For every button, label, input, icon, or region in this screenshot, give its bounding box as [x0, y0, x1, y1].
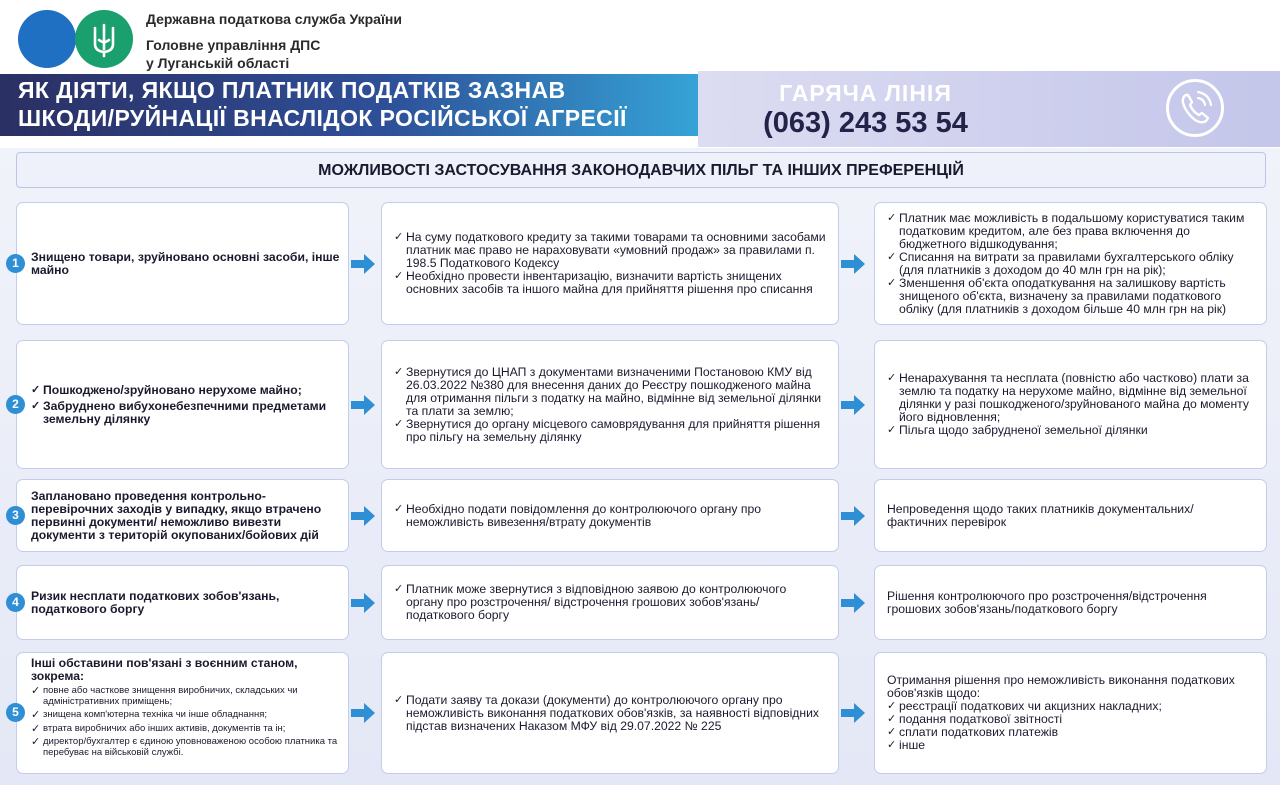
row-2-actions-list — [394, 366, 826, 444]
row-5-actions-list — [394, 694, 826, 733]
row-4-situation — [16, 565, 349, 640]
row-5-number: 5 — [6, 703, 25, 722]
hotline-banner — [698, 71, 1280, 147]
row-1-number: 1 — [6, 254, 25, 273]
situation-item: ✓ Забруднено вибухонебезпечними предметами земельну ділянку — [31, 400, 340, 426]
row-5-results-list — [887, 700, 1254, 752]
row-3-number: 3 — [6, 506, 25, 525]
action-item: ✓ Звернутися до ЦНАП з документами визначеними Постановою КМУ від 26.03.2022 №380 для внесення даних до Реєстру пошкодженого майна для отримання пільги з податку на майно, відмінне від земельної ділянки та плати за землю; — [394, 366, 826, 418]
row-1-actions — [381, 202, 839, 325]
arrow-right-icon — [840, 592, 866, 614]
row-2-results — [874, 340, 1267, 469]
row-3-actions-list — [394, 503, 826, 529]
action-item: ✓ Подати заяву та докази (документи) до контролюючого органу про неможливість виконання податкових обов'язків, за наявності відповідних підстав визначених Наказом МФУ від 29.07.2022 № 225 — [394, 694, 826, 733]
row-3-result-text: Непроведення щодо таких платників документальних/фактичних перевірок — [887, 501, 1194, 529]
row-3-results — [874, 479, 1267, 552]
title-line-1: ЯК ДІЯТИ, ЯКЩО ПЛАТНИК ПОДАТКІВ ЗАЗНАВ — [18, 77, 566, 103]
row-5-situation-list — [31, 686, 340, 758]
row-1-actions-list — [394, 231, 826, 296]
result-item: ✓ Платник має можливість в подальшому користуватися таким податковим кредитом, але без права включення до бюджетного відшкодування; — [887, 212, 1254, 251]
dps-logo-green-circle — [75, 10, 133, 68]
row-1-results-list — [887, 212, 1254, 316]
row-4-actions-list — [394, 583, 826, 622]
result-item: ✓ реєстрації податкових чи акцизних накладних; — [887, 700, 1254, 713]
row-5-actions — [381, 652, 839, 774]
row-3-situation — [16, 479, 349, 552]
title-banner — [0, 74, 698, 136]
row-2-results-list — [887, 372, 1254, 437]
row-2-number: 2 — [6, 395, 25, 414]
row-2-situation — [16, 340, 349, 469]
section-subtitle: МОЖЛИВОСТІ ЗАСТОСУВАННЯ ЗАКОНОДАВЧИХ ПІЛЬГ ТА ІНШИХ ПРЕФЕРЕНЦІЙ — [16, 152, 1266, 188]
row-4-number: 4 — [6, 593, 25, 612]
row-1-results — [874, 202, 1267, 325]
row-4-result-text: Рішення контролюючого про розстрочення/відстрочення грошових зобов'язань/податкового боргу — [887, 588, 1207, 616]
action-item: ✓ Необхідно подати повідомлення до контролюючого органу про неможливість вивезення/втрату документів — [394, 503, 826, 529]
situation-item: ✓ повне або часткове знищення виробничих, складських чи адміністративних приміщень; — [31, 686, 340, 707]
row-2-situation-list — [31, 384, 340, 426]
row-5-situation-content — [31, 657, 340, 758]
org-line-2: Головне управління ДПС — [146, 37, 321, 53]
org-line-1: Державна податкова служба України — [146, 11, 402, 27]
row-4-actions — [381, 565, 839, 640]
action-item: ✓ На суму податкового кредиту за такими товарами та основними засобами платник має право не нараховувати «умовний продаж» за правилами п. 198.5 Податкового Кодексу — [394, 231, 826, 270]
hotline-label: ГАРЯЧА ЛІНІЯ — [779, 80, 952, 106]
row-1-situation-text: Знищено товари, зруйновано основні засоби, інше майно — [31, 249, 340, 277]
arrow-right-icon — [350, 592, 376, 614]
action-item: ✓ Необхідно провести інвентаризацію, визначити вартість знищених основних засобів та іншого майна для прийняття рішення про списання — [394, 270, 826, 296]
org-line-3: у Луганській області — [146, 55, 290, 71]
situation-item: ✓ Пошкоджено/зруйновано нерухоме майно; — [31, 384, 340, 397]
row-5-situation — [16, 652, 349, 774]
row-5-results — [874, 652, 1267, 774]
arrow-right-icon — [840, 702, 866, 724]
trident-icon — [75, 10, 133, 68]
arrow-right-icon — [350, 505, 376, 527]
result-item: ✓ Пільга щодо забрудненої земельної ділянки — [887, 424, 1254, 437]
row-3-actions — [381, 479, 839, 552]
hotline-phone[interactable]: (063) 243 53 54 — [763, 107, 968, 139]
arrow-right-icon — [840, 253, 866, 275]
action-item: ✓ Звернутися до органу місцевого самоврядування для прийняття рішення про пільгу на земельну ділянку — [394, 418, 826, 444]
phone-icon — [1166, 79, 1224, 137]
title-line-2: ШКОДИ/РУЙНАЦІЇ ВНАСЛІДОК РОСІЙСЬКОЇ АГРЕСІЇ — [18, 105, 627, 131]
row-1-situation — [16, 202, 349, 325]
arrow-right-icon — [840, 505, 866, 527]
action-item: ✓ Платник може звернутися з відповідною заявою до контролюючого органу про розстрочення/ відстрочення грошових зобов'язань/податкового боргу — [394, 583, 826, 622]
result-item: ✓ інше — [887, 739, 1254, 752]
arrow-right-icon — [350, 702, 376, 724]
arrow-right-icon — [840, 394, 866, 416]
result-item: ✓ подання податкової звітності — [887, 713, 1254, 726]
row-2-actions — [381, 340, 839, 469]
situation-item: ✓ директор/бухгалтер є єдиною уповноваженою особою платника та перебуває на військовій службі. — [31, 737, 340, 758]
row-5-results-content — [887, 674, 1254, 752]
situation-item: ✓ втрата виробничих або інших активів, документів та ін; — [31, 724, 340, 735]
arrow-right-icon — [350, 253, 376, 275]
row-4-results — [874, 565, 1267, 640]
row-4-situation-text: Ризик несплати податкових зобов'язань, податкового боргу — [31, 588, 280, 616]
row-3-situation-text: Заплановано проведення контрольно-перевірочних заходів у випадку, якщо втрачено первинні документи/ неможливо вивезти документи з територій окупованих/бойових дій — [31, 488, 322, 542]
arrow-right-icon — [350, 394, 376, 416]
result-item: ✓ сплати податкових платежів — [887, 726, 1254, 739]
row-5-situation-text: Інші обставини пов'язані з воєнним станом, зокрема: — [31, 656, 298, 683]
result-item: ✓ Списання на витрати за правилами бухгалтерського обліку (для платників з доходом до 40 млн грн на рік); — [887, 251, 1254, 277]
dps-logo-blue-circle — [18, 10, 76, 68]
result-item: ✓ Ненарахування та несплата (повністю або частково) плати за землю та податку на нерухоме майно, відмінне від земельної ділянки у разі пошкодженого/зруйнованого майна до моменту його відновлення; — [887, 372, 1254, 424]
row-5-result-text: Отримання рішення про неможливість виконання податкових обов'язків щодо: — [887, 673, 1235, 700]
result-item: ✓ Зменшення об'єкта оподаткування на залишкову вартість знищеного об'єкта, визначену за правилами податкового обліку (для платників з доходом більше 40 млн грн на рік) — [887, 277, 1254, 316]
situation-item: ✓ знищена комп'ютерна техніка чи інше обладнання; — [31, 710, 340, 721]
